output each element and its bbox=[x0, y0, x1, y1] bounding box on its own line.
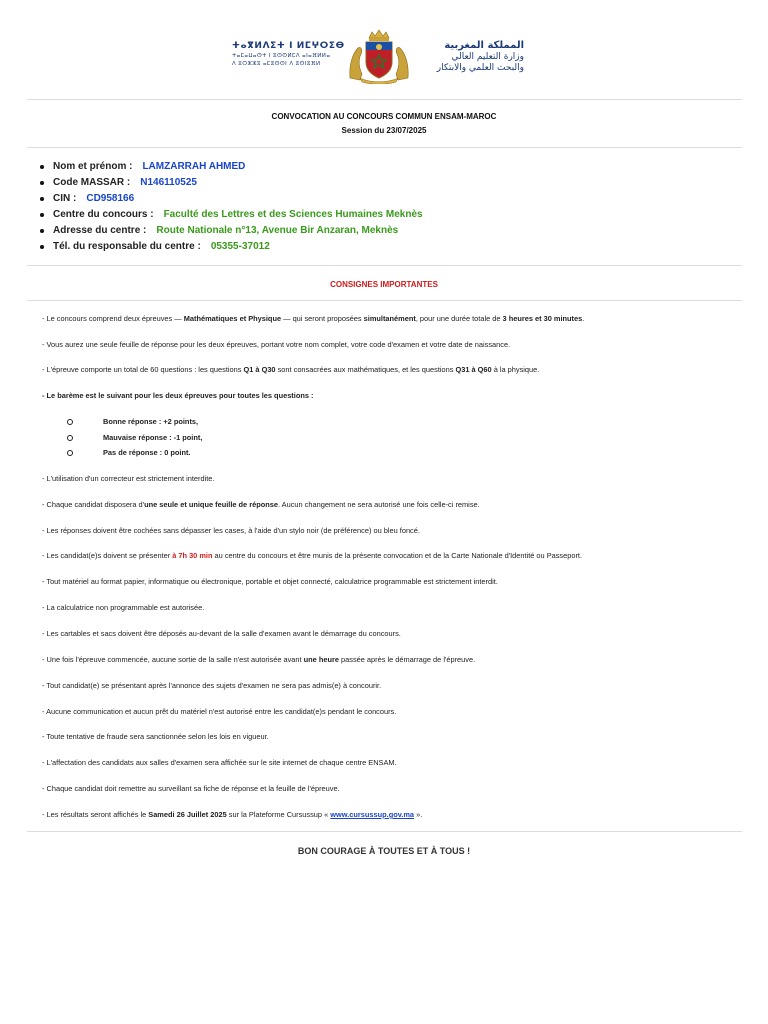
cin-value: CD958166 bbox=[86, 193, 135, 204]
rule-late-arrival: - Tout candidat(e) se présentant après l'annonce des sujets d'examen ne sera pas admis(e) à concourir. bbox=[42, 681, 382, 690]
rule-emphasis: Mathématiques et Physique bbox=[183, 314, 282, 323]
rule-exam-composition bbox=[42, 314, 584, 324]
bullet-icon bbox=[40, 197, 44, 201]
rule-communication: - Aucune communication et aucun prêt du matériel n'est autorisé entre les candidat(e)s pendant le concours. bbox=[42, 707, 397, 716]
arrival-time: à 7h 30 min bbox=[172, 551, 213, 560]
rule-calculator: - La calculatrice non programmable est autorisée. bbox=[42, 603, 205, 612]
divider bbox=[27, 300, 742, 301]
massar-code-row bbox=[40, 175, 423, 191]
bullet-icon bbox=[40, 165, 44, 169]
bullet-icon bbox=[40, 229, 44, 233]
rule-text: ». bbox=[414, 810, 423, 819]
bareme-text: Bonne réponse : +2 points, bbox=[103, 417, 199, 426]
info-label: Code MASSAR : bbox=[53, 177, 131, 188]
session-date: Session du 23/07/2025 bbox=[341, 126, 427, 135]
candidate-name-value: LAMZARRAH AHMED bbox=[142, 161, 246, 172]
rule-text: - Les candidat(e)s doivent se présenter bbox=[42, 551, 173, 560]
rule-text: - Le concours comprend deux épreuves — bbox=[42, 314, 184, 323]
rule-text: sont consacrées aux mathématiques, et les questions bbox=[275, 365, 456, 374]
rule-text: - Chaque candidat disposera d' bbox=[42, 500, 145, 509]
rule-text: au centre du concours et être munis de la présente convocation et de la Carte Nationale d'Identité ou Passeport. bbox=[212, 551, 583, 560]
rule-text: - Les résultats seront affichés le bbox=[42, 810, 149, 819]
cursussup-link[interactable]: www.cursussup.gov.ma bbox=[330, 810, 415, 819]
divider bbox=[27, 265, 742, 266]
bullet-icon bbox=[40, 181, 44, 185]
cin-row bbox=[40, 191, 423, 207]
rule-question-split bbox=[42, 365, 539, 375]
exam-center-row bbox=[40, 207, 423, 223]
center-address-row bbox=[40, 223, 423, 239]
arabic-ministry-line-2: والبحث العلمي والابتكار bbox=[436, 63, 524, 73]
results-date: Samedi 26 Juillet 2025 bbox=[148, 810, 227, 819]
bareme-item bbox=[67, 417, 198, 427]
rule-text: — qui seront proposées bbox=[281, 314, 364, 323]
rule-bags: - Les cartables et sacs doivent être déposés au-devant de la salle d'examen avant le démarrage du concours. bbox=[42, 629, 401, 638]
rule-hand-in: - Chaque candidat doit remettre au surveillant sa fiche de réponse et la feuille de l'épreuve. bbox=[42, 784, 340, 793]
tifinagh-ministry-name bbox=[232, 40, 345, 68]
exam-center-value: Faculté des Lettres et des Sciences Humaines Meknès bbox=[163, 209, 423, 220]
info-label: Nom et prénom : bbox=[53, 161, 133, 172]
rule-text: . Aucun changement ne sera autorisé une fois celle-ci remise. bbox=[277, 500, 480, 509]
rule-fraud: - Toute tentative de fraude sera sanctionnée selon les lois en vigueur. bbox=[42, 732, 269, 741]
massar-code-value: N146110525 bbox=[140, 177, 197, 188]
arabic-ministry-line-1: وزارة التعليم العالي bbox=[451, 52, 524, 62]
convocation-title: CONVOCATION AU CONCOURS COMMUN ENSAM-MAROC bbox=[271, 112, 497, 121]
rule-forbidden-material: - Tout matériel au format papier, informatique ou électronique, portable et objet connecté, calculatrice programmable est strictement interdit. bbox=[42, 577, 498, 586]
info-label: Tél. du responsable du centre : bbox=[53, 241, 201, 252]
consignes-title: CONSIGNES IMPORTANTES bbox=[330, 280, 438, 289]
rule-results bbox=[42, 810, 422, 820]
rule-text: passée après le démarrage de l'épreuve. bbox=[338, 655, 476, 664]
rule-corrector: - L'utilisation d'un correcteur est strictement interdite. bbox=[42, 474, 215, 483]
center-phone-row bbox=[40, 239, 423, 255]
info-label: Adresse du centre : bbox=[53, 225, 147, 236]
rule-text: à la physique. bbox=[491, 365, 540, 374]
bareme-text: Pas de réponse : 0 point. bbox=[103, 448, 191, 457]
rule-bareme: - Le barème est le suivant pour les deux épreuves pour toutes les questions : bbox=[42, 391, 314, 400]
candidate-name-row bbox=[40, 159, 423, 175]
rule-answer-sheet: - Vous aurez une seule feuille de réponse pour les deux épreuves, portant votre nom complet, votre code d'examen et votre date de naissance. bbox=[42, 340, 511, 349]
rule-text: . bbox=[582, 314, 585, 323]
bareme-text: Mauvaise réponse : -1 point, bbox=[103, 433, 203, 442]
tifinagh-kingdom-title: ⵜⴰⴳⵍⴷⵉⵜ ⵏ ⵍⵎⵖⵔⵉⴱ bbox=[232, 41, 345, 51]
divider bbox=[27, 831, 742, 832]
bullet-icon bbox=[40, 245, 44, 249]
divider bbox=[27, 99, 742, 100]
arabic-kingdom-title: المملكة المغربية bbox=[444, 40, 524, 51]
info-label: Centre du concours : bbox=[53, 209, 154, 220]
rule-text: sur la Plateforme Cursussup « bbox=[226, 810, 331, 819]
letterhead bbox=[0, 0, 768, 100]
info-label: CIN : bbox=[53, 193, 77, 204]
rule-text: - Une fois l'épreuve commencée, aucune sortie de la salle n'est autorisée avant bbox=[42, 655, 304, 664]
circle-bullet-icon bbox=[67, 435, 73, 441]
bullet-icon bbox=[40, 213, 44, 217]
arabic-ministry-name bbox=[414, 40, 524, 74]
bareme-item bbox=[67, 433, 202, 443]
circle-bullet-icon bbox=[67, 419, 73, 425]
circle-bullet-icon bbox=[67, 450, 73, 456]
divider bbox=[27, 147, 742, 148]
tifinagh-ministry-line-2: ⴷ ⵓⵔⵣⵣⵓ ⴰⵎⵓⵙⵙⵏ ⴷ ⵓⵙⵏⵓⴼⵍ bbox=[232, 61, 321, 67]
rule-emphasis: simultanément bbox=[363, 314, 416, 323]
rule-text: , pour une durée totale de bbox=[415, 314, 503, 323]
bareme-item bbox=[67, 448, 190, 458]
rule-emphasis: Q31 à Q60 bbox=[455, 365, 492, 374]
rule-room-assignment: - L'affectation des candidats aux salles d'examen sera affichée sur le site internet de chaque centre ENSAM. bbox=[42, 758, 397, 767]
rule-text: - L'épreuve comporte un total de 60 questions : les questions bbox=[42, 365, 244, 374]
rule-emphasis: Q1 à Q30 bbox=[243, 365, 276, 374]
rule-answer-marking: - Les réponses doivent être cochées sans dépasser les cases, à l'aide d'un stylo noir (de préférence) ou bleu foncé. bbox=[42, 526, 420, 535]
rule-arrival-time bbox=[42, 551, 582, 561]
closing-message: BON COURAGE À TOUTES ET À TOUS ! bbox=[297, 846, 471, 856]
rule-single-sheet bbox=[42, 500, 480, 510]
rule-emphasis: 3 heures et 30 minutes bbox=[502, 314, 583, 323]
tifinagh-ministry-line-1: ⵜⴰⵎⴰⵡⴰⵙⵜ ⵏ ⵓⵙⵙⵍⵎⴷ ⴰⵏⴰⴼⵍⵍⴰ bbox=[232, 53, 331, 59]
center-phone-value: 05355-37012 bbox=[210, 241, 270, 252]
rule-exit bbox=[42, 655, 475, 665]
candidate-info-list bbox=[40, 159, 423, 255]
moroccan-coat-of-arms-icon bbox=[346, 28, 412, 84]
center-address-value: Route Nationale n°13, Avenue Bir Anzaran, Meknès bbox=[156, 225, 399, 236]
rule-emphasis: une seule et unique feuille de réponse bbox=[144, 500, 278, 509]
rule-emphasis: une heure bbox=[303, 655, 339, 664]
